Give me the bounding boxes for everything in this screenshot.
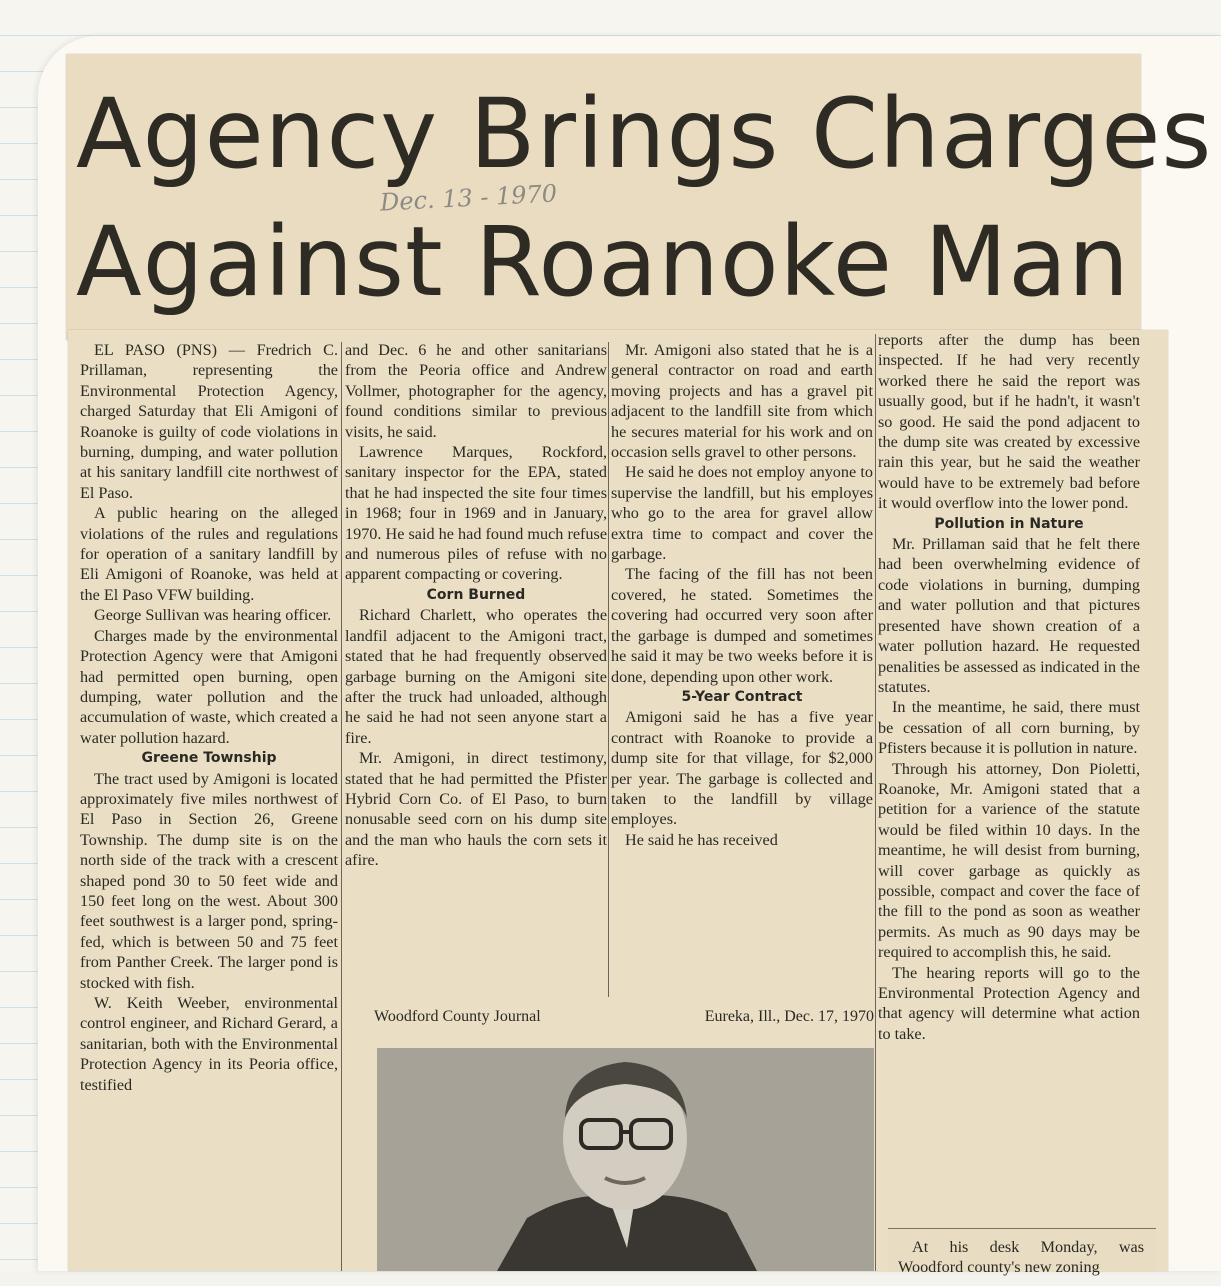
headline-line-2: Against Roanoke Man	[76, 206, 1130, 318]
subhead-greene-township: Greene Township	[141, 750, 277, 767]
paragraph: W. Keith Weeber, environmental control engineer, and Richard Gerard, a sanitarian, both with the Environmental Protection Agency in its Peoria office, testified	[80, 994, 338, 1094]
paragraph: EL PASO (PNS) — Fredrich C. Prillaman, representing the Environmental Protection Agency, charged Saturday that Eli Amigoni of Roanoke is guilty of code violations in burning, dumping, and water pollution at his sanitary landfill cite northwest of El Paso.	[80, 341, 338, 502]
column-rule	[608, 342, 609, 997]
paragraph: Through his attorney, Don Pioletti, Roanoke, Mr. Amigoni stated that a petition for a varience of the statute would be filed within 10 days. In the meantime, he will desist from burning, will cover garbage as quickly as possible, compact and cover the face of the fill to the pond as soon as weather permits. As much as 90 days may be required to accomplish this, he said.	[878, 759, 1140, 962]
source-line	[374, 1008, 874, 1026]
paragraph: A public hearing on the alleged violations of the rules and regulations for operation of a sanitary landfill by Eli Amigoni of Roanoke, was held at the El Paso VFW building.	[80, 504, 338, 604]
subhead-pollution-in-nature: Pollution in Nature	[934, 515, 1084, 532]
man-portrait-image	[377, 1048, 874, 1271]
paragraph: Charges made by the environmental Protection Agency were that Amigoni had permitted open burning, open dumping, water pollution and the accumulation of waste, which created a water pollution hazard.	[80, 626, 338, 747]
paragraph: and Dec. 6 he and other sanitarians from the Peoria office and Andrew Vollmer, photographer for the agency, found conditions similar to previous visits, he said.	[345, 341, 607, 441]
subhead-5-year-contract: 5-Year Contract	[681, 688, 803, 705]
article-column-4	[878, 330, 1140, 1044]
column-rule	[875, 334, 876, 1271]
caption-text: At his desk Monday, was Woodford county's new zoning	[898, 1238, 1144, 1277]
handwritten-date: Dec. 13 - 1970	[379, 179, 558, 217]
paragraph: He said he has received	[625, 830, 778, 849]
paragraph: The facing of the fill has not been covered, he stated. Sometimes the covering had occurred very soon after the garbage is dumped and sometimes he said it may be two weeks before it is done, depending upon other work.	[611, 565, 873, 686]
article-column-2	[345, 340, 607, 871]
paragraph: The tract used by Amigoni is located approximately five miles northwest of El Paso in Section 26, Greene Township. The dump site is on the north side of the track with a crescent shaped pond 30 to 50 feet wide and 150 feet long on the west. About 300 feet southwest is a larger pond, spring-fed, which is between 50 and 75 feet from Panther Creek. The larger pond is stocked with fish.	[80, 769, 338, 992]
photo-caption-box	[888, 1228, 1156, 1277]
paragraph: In the meantime, he said, there must be cessation of all corn burning, by Pfisters because it is pollution in nature.	[878, 698, 1140, 758]
column-rule	[341, 342, 342, 1271]
paragraph: Mr. Amigoni, in direct testimony, stated that he had permitted the Pfister Hybrid Corn Co. of El Paso, to burn nonusable seed corn on his dump site and the man who hauls the corn sets it afire.	[345, 749, 607, 870]
newspaper-name: Woodford County Journal	[374, 1008, 541, 1025]
paragraph: Mr. Amigoni also stated that he is a general contractor on road and earth moving projects and has a gravel pit adjacent to the landfill site from which he secures material for his work and on occasion sells gravel to other persons.	[611, 341, 873, 462]
paragraph: He said he does not employ anyone to supervise the landfill, but his employes who go to the area for gravel allow extra time to compact and cover the garbage.	[611, 463, 873, 564]
photo-caption	[888, 1229, 1154, 1286]
article-column-1	[80, 340, 338, 1095]
headline-line-1: Agency Brings Charges	[76, 78, 1213, 190]
portrait-photo	[377, 1048, 874, 1271]
subhead-corn-burned: Corn Burned	[426, 586, 526, 603]
paragraph: George Sullivan was hearing officer.	[94, 606, 332, 625]
dateline: Eureka, Ill., Dec. 17, 1970	[704, 1008, 874, 1025]
paragraph: The hearing reports will go to the Environmental Protection Agency and that agency will determine what action to take.	[878, 963, 1140, 1043]
article-column-3	[611, 340, 873, 850]
paragraph: Mr. Prillaman said that he felt there had been overwhelming evidence of code violations in burning, dumping and water pollution and that pictures presented have shown creation of a water pollution hazard. He requested penalities be assessed as indicated in the statutes.	[878, 535, 1140, 696]
paragraph: Amigoni said he has a five year contract with Roanoke to provide a dump site for that village, for $2,000 per year. The garbage is collected and taken to the landfill by village employes.	[611, 708, 873, 829]
paragraph: reports after the dump has been inspected. If he had very recently worked there he said the report was usually good, but if he hadn't, it wasn't so good. He said the pond adjacent to the dump site was created by excessive rain this year, but he said the weather would have to be extremely bad before it would overflow into the lower pond.	[878, 331, 1140, 513]
paragraph: Richard Charlett, who operates the landfil adjacent to the Amigoni tract, stated that he had frequently observed garbage burning on the Amigoni site after the truck had unloaded, although he said he had not seen anyone start a fire.	[345, 606, 607, 747]
paragraph: Lawrence Marques, Rockford, sanitary inspector for the EPA, stated that he had inspected the site four times in 1968; four in 1969 and in January, 1970. He said he had found much refuse and numerous piles of refuse with no apparent compacting or covering.	[345, 443, 607, 584]
